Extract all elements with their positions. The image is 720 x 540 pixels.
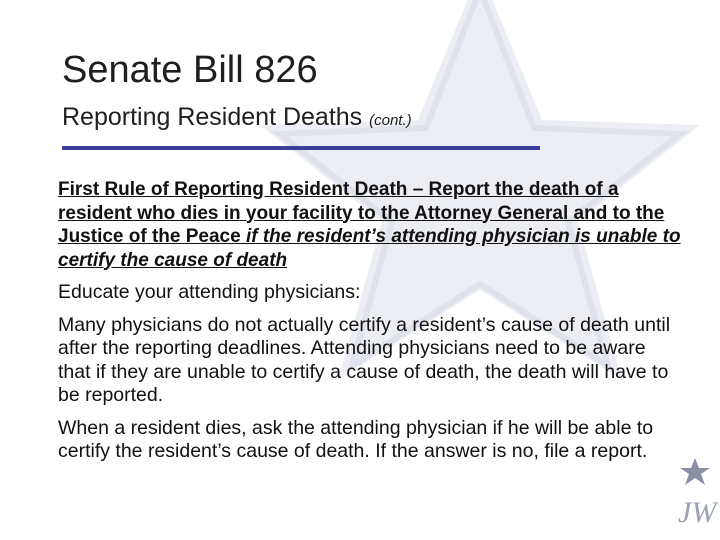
subtitle-note: (cont.) [369,112,412,129]
first-rule-paragraph [58,178,683,272]
first-rule-lead: First Rule of Reporting Resident Death – Report the death of a resident who dies in your facility to the Attorney General and to the Justice of the Peace [58,179,665,247]
ask-physician-paragraph: When a resident dies, ask the attending physician if he will be able to certify the resident’s cause of death. If the answer is no, file a report. [58,416,654,462]
slide-body [58,178,683,464]
first-rule-condition: if the resident’s attending physician is unable to certify the cause of death [58,226,681,271]
title-underline-rule [62,146,540,150]
subtitle-text: Reporting Resident Deaths [62,103,363,131]
svg-text:JW: JW [678,496,717,529]
slide-title: Senate Bill 826 [62,49,318,91]
educate-paragraph: Educate your attending physicians: [58,281,361,303]
physicians-paragraph: Many physicians do not actually certify a resident’s cause of death until after the reporting deadlines. Attending physicians need to be aware that if they are unable to certify a cause of death, the death will have to be reported. [58,313,671,406]
slide-subtitle [62,102,412,132]
